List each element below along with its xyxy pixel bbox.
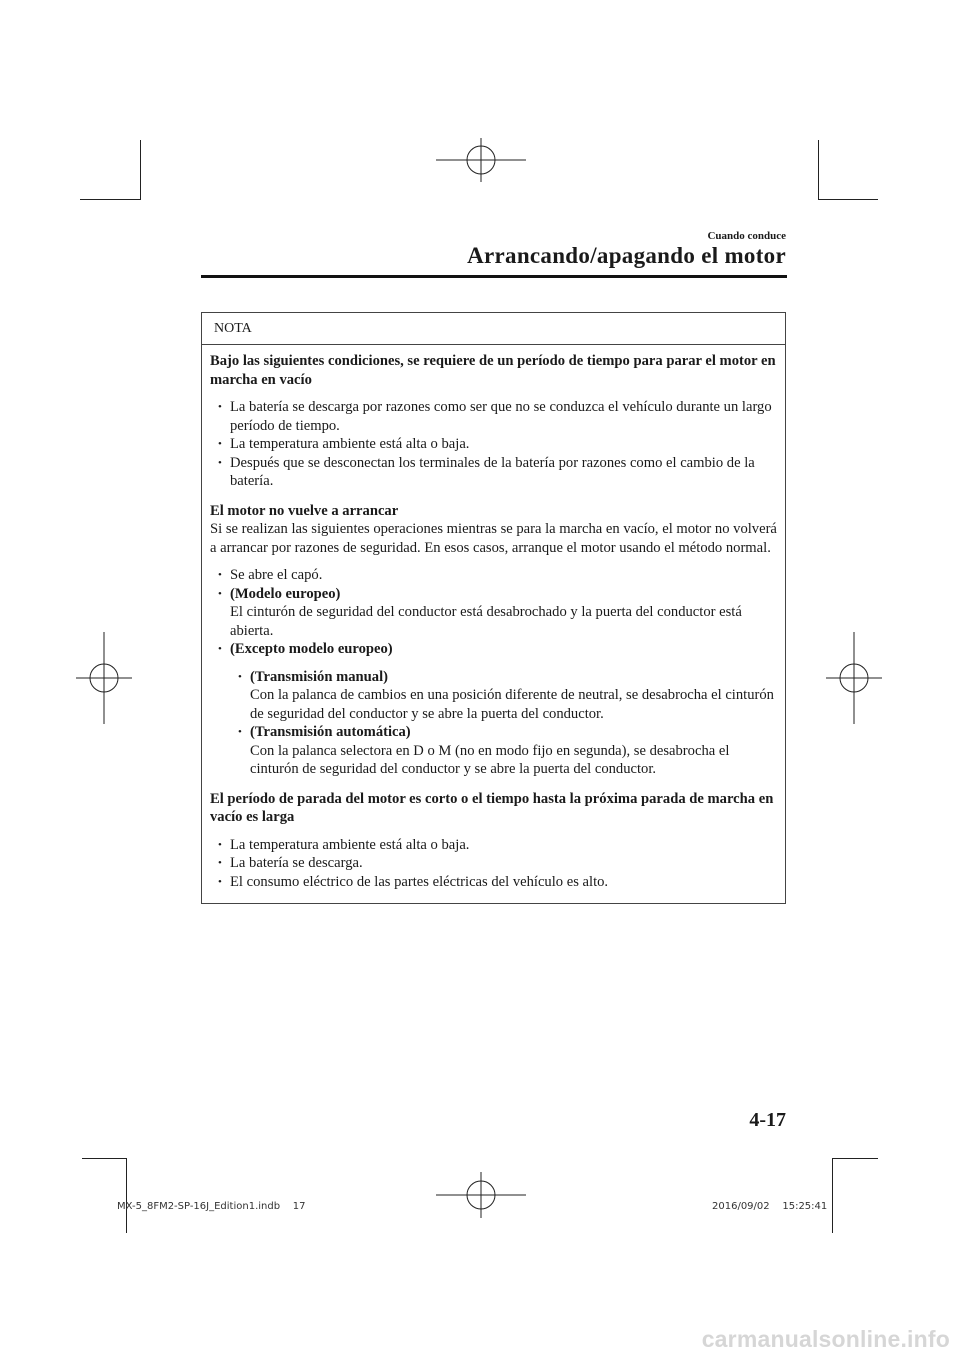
section-label: Cuando conduce bbox=[707, 230, 786, 242]
note-label: NOTA bbox=[214, 321, 252, 336]
footer-timestamp: 2016/09/02 15:25:41 bbox=[712, 1201, 828, 1212]
list-item: • La temperatura ambiente está alta o baja. bbox=[230, 435, 779, 454]
list-item-text: Con la palanca de cambios en una posición diferente de neutral, se desabrocha el cinturón de seguridad del conductor y se abre la puerta del conductor. bbox=[250, 687, 774, 722]
note-box bbox=[201, 312, 786, 904]
registration-mark-top bbox=[436, 138, 526, 182]
condition-heading-3: El período de parada del motor es corto o el tiempo hasta la próxima parada de marcha en vacío es larga bbox=[210, 790, 774, 825]
condition-list-2 bbox=[210, 566, 779, 659]
list-item bbox=[230, 585, 779, 641]
registration-mark-right bbox=[826, 632, 882, 724]
condition-heading-1: Bajo las siguientes condiciones, se requiere de un período de tiempo para parar el motor en marcha en vacío bbox=[210, 353, 776, 388]
condition-text-2: Si se realizan las siguientes operaciones mientras se para la marcha en vacío, el motor no volverá a arrancar por razones de seguridad. En esos casos, arranque el motor usando el método normal. bbox=[210, 521, 777, 556]
list-item: • Después que se desconectan los terminales de la batería por razones como el cambio de la batería. bbox=[230, 454, 779, 491]
list-item-title: • (Transmisión automática) bbox=[250, 724, 411, 740]
list-item bbox=[250, 668, 779, 724]
note-body bbox=[210, 352, 779, 891]
condition-list-1 bbox=[210, 398, 779, 491]
list-item: • Se abre el capó. bbox=[230, 566, 779, 585]
list-item bbox=[230, 640, 779, 659]
list-item bbox=[250, 723, 779, 779]
condition-sublist bbox=[210, 668, 779, 779]
list-item: • La batería se descarga. bbox=[230, 854, 779, 873]
page-title: Arrancando/apagando el motor bbox=[467, 243, 786, 268]
condition-list-3 bbox=[210, 836, 779, 892]
footer-file-info: MX-5_8FM2-SP-16J_Edition1.indb 17 bbox=[117, 1201, 306, 1212]
page-number: 4-17 bbox=[749, 1109, 786, 1131]
title-rule bbox=[201, 275, 787, 278]
list-item-title: • (Modelo europeo) bbox=[230, 585, 341, 602]
condition-heading-2: El motor no vuelve a arrancar bbox=[210, 502, 399, 519]
list-item-title: • (Excepto modelo europeo) bbox=[230, 641, 393, 657]
registration-mark-bottom bbox=[436, 1172, 526, 1218]
watermark: carmanualsonline.info bbox=[701, 1326, 950, 1352]
list-item: • El consumo eléctrico de las partes eléctricas del vehículo es alto. bbox=[230, 873, 779, 892]
list-item-text: Con la palanca selectora en D o M (no en modo fijo en segunda), se desabrocha el cinturón de seguridad del conductor y se abre la puerta del conductor. bbox=[250, 742, 730, 777]
note-header bbox=[202, 313, 785, 345]
list-item: • La temperatura ambiente está alta o baja. bbox=[230, 836, 779, 855]
list-item: • La batería se descarga por razones como ser que no se conduzca el vehículo durante un largo período de tiempo. bbox=[230, 398, 779, 435]
registration-mark-left bbox=[76, 632, 132, 724]
list-item-text: El cinturón de seguridad del conductor está desabrochado y la puerta del conductor está abierta. bbox=[230, 604, 742, 639]
list-item-title: • (Transmisión manual) bbox=[250, 668, 388, 685]
